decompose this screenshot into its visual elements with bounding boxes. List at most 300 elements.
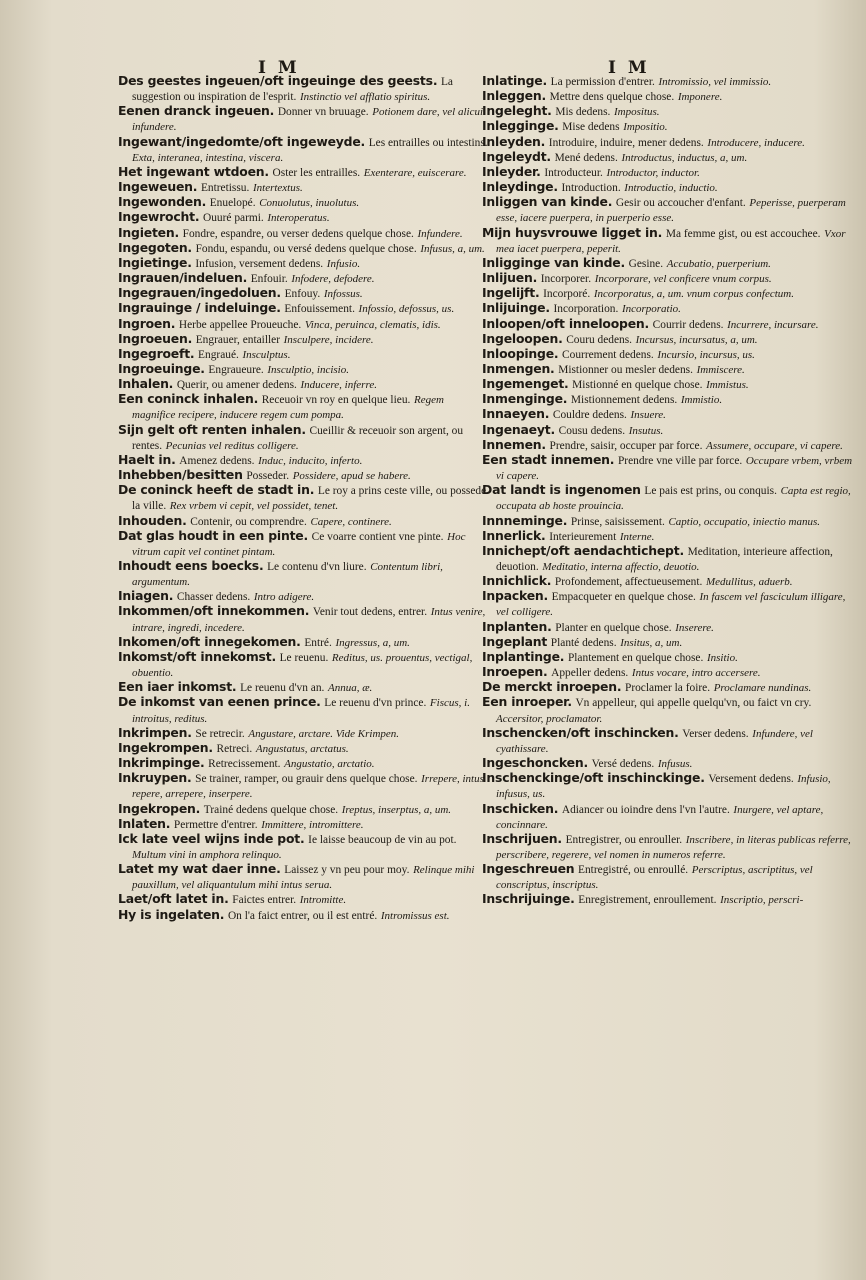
dictionary-entry	[118, 892, 488, 907]
french-gloss: Le reuenu d'vn prince.	[324, 697, 427, 710]
headword: Innichept/oft aendachtichept.	[482, 542, 684, 558]
french-gloss: Versé dedens.	[591, 758, 655, 771]
latin-gloss: Incursus, incursatus, a, um.	[635, 333, 758, 346]
dictionary-entry	[482, 756, 854, 771]
french-gloss: Entregistré, ou enroullé.	[578, 864, 689, 877]
french-gloss: Le contenu d'vn liure.	[267, 561, 367, 573]
french-gloss: Permettre d'entrer.	[173, 818, 258, 831]
dictionary-entry	[118, 256, 488, 271]
dictionary-entry	[482, 514, 854, 529]
latin-gloss: Relinque mihi pauxillum, vel aliquantulum mihi intus serua.	[132, 864, 475, 892]
latin-gloss: Incorporatus, a, um. vnum corpus confectum.	[593, 288, 794, 301]
latin-gloss: Peperisse, puerperam esse, iacere puerpera, in puerperio esse.	[496, 197, 846, 225]
latin-gloss: Interoperatus.	[267, 212, 330, 225]
headword: Een coninck inhalen.	[118, 391, 259, 407]
headword: Inlijuen.	[482, 270, 538, 286]
dictionary-entry	[118, 377, 488, 392]
dictionary-entry	[118, 74, 488, 104]
french-gloss: Introduction.	[561, 182, 621, 195]
dictionary-entry	[118, 862, 488, 892]
headword: Haelt in.	[118, 451, 176, 467]
latin-gloss: Multum vini in amphora relinquo.	[132, 848, 282, 861]
latin-gloss: Immistio.	[680, 394, 723, 407]
headword: Ingegroeft.	[118, 345, 195, 361]
french-gloss: Cousu dedens.	[558, 424, 626, 437]
dictionary-entry	[482, 195, 854, 225]
headword: Innemen.	[482, 436, 546, 452]
french-gloss: Laissez y vn peu pour moy.	[284, 864, 410, 877]
french-gloss: Adiancer ou ioindre dens l'vn l'autre.	[561, 803, 730, 816]
headword: Inlaten.	[118, 815, 171, 831]
dictionary-entry	[482, 635, 854, 650]
latin-gloss: Inserere.	[675, 621, 714, 634]
headword: Inmengen.	[482, 360, 555, 376]
dictionary-entry	[482, 892, 854, 907]
headword: Inkrimpen.	[118, 724, 192, 740]
latin-gloss: Introductio, inductio.	[624, 182, 718, 195]
dictionary-entry	[482, 347, 854, 362]
latin-gloss: Infossus.	[323, 288, 363, 301]
dictionary-entry	[482, 226, 854, 256]
dictionary-entry	[482, 423, 854, 438]
headword: Dat glas houdt in een pinte.	[118, 527, 309, 543]
dictionary-entry	[482, 407, 854, 422]
latin-gloss: Vinca, peruinca, clematis, idis.	[304, 318, 441, 331]
latin-gloss: Assumere, occupare, vi capere.	[706, 439, 843, 452]
latin-gloss: Medullitus, aduerb.	[706, 576, 793, 589]
dictionary-entry	[482, 726, 854, 756]
headword: Ingroen.	[118, 315, 176, 331]
latin-gloss: Insitus, a, um.	[620, 636, 683, 649]
headword: Inleydinge.	[482, 179, 558, 195]
headword: Ingrauinge / indeluinge.	[118, 300, 281, 316]
left-column	[118, 74, 488, 923]
headword: De merckt inroepen.	[482, 679, 622, 695]
latin-gloss: In fascem vel fasciculum illigare, vel colligere.	[496, 591, 846, 619]
dictionary-entry	[482, 89, 854, 104]
french-gloss: Engraué.	[198, 348, 239, 361]
headword: Sijn gelt oft renten inhalen.	[118, 421, 306, 437]
headword: Ingroeuinge.	[118, 360, 205, 376]
latin-gloss: Captio, occupatio, iniectio manus.	[668, 515, 821, 528]
headword: Laet/oft latet in.	[118, 891, 229, 907]
dictionary-entry	[118, 468, 488, 483]
french-gloss: Fondu, espandu, ou versé dedens quelque chose.	[195, 242, 417, 255]
dictionary-entry	[482, 180, 854, 195]
french-gloss: Le reuenu d'vn an.	[240, 682, 325, 695]
headword: Inschencken/oft inschincken.	[482, 724, 679, 740]
french-gloss: Versement dedens.	[708, 773, 794, 786]
dictionary-entry	[118, 347, 488, 362]
dictionary-entry	[118, 832, 488, 862]
latin-gloss: Infundere, vel cyathissare.	[496, 727, 813, 755]
french-gloss: Ouuré parmi.	[203, 212, 264, 225]
latin-gloss: Annua, æ.	[328, 682, 373, 695]
latin-gloss: Perscriptus, ascriptitus, vel conscriptus, inscriptus.	[496, 864, 813, 892]
dictionary-entry	[118, 559, 488, 589]
french-gloss: Ce voarre contient vne pinte.	[311, 530, 444, 543]
headword: Ingeweuen.	[118, 179, 198, 195]
french-gloss: Empacqueter en quelque chose.	[551, 591, 696, 604]
french-gloss: Engrauer, entailler	[195, 333, 281, 346]
latin-gloss: Rex vrbem vi cepit, vel possidet, tenet.	[169, 500, 339, 513]
latin-gloss: Insculpere, incidere.	[283, 333, 374, 346]
french-gloss: Venir tout dedens, entrer.	[312, 606, 428, 619]
latin-gloss: Interne.	[619, 530, 655, 543]
latin-gloss: Hoc vitrum capit vel continet pintam.	[132, 530, 466, 558]
dictionary-entry	[118, 165, 488, 180]
dictionary-entry	[118, 104, 488, 134]
latin-gloss: Infusus.	[657, 758, 693, 771]
french-gloss: Posseder.	[246, 470, 290, 483]
french-gloss: Prendre, saisir, occuper par force.	[549, 439, 703, 452]
dictionary-entry	[118, 301, 488, 316]
latin-gloss: Reditus, us. prouentus, vectigal, obuentio.	[132, 651, 473, 680]
dictionary-entry	[118, 908, 488, 923]
french-gloss: Plantement en quelque chose.	[567, 651, 704, 664]
headword: Inliggen van kinde.	[482, 194, 613, 210]
latin-gloss: Vxor mea iacet puerpera, peperit.	[496, 227, 846, 255]
french-gloss: Mettre dens quelque chose.	[549, 91, 675, 104]
latin-gloss: Intus venire, intrare, ingredi, incedere.	[132, 606, 486, 634]
french-gloss: Trainé dedens quelque chose.	[203, 803, 339, 816]
latin-gloss: Impositio.	[623, 121, 668, 134]
dictionary-entry	[482, 529, 854, 544]
french-gloss: Gesir ou accoucher d'enfant.	[615, 197, 746, 210]
dictionary-entry	[118, 241, 488, 256]
headword: Inplantinge.	[482, 648, 565, 664]
french-gloss: Mené dedens.	[554, 151, 618, 164]
french-gloss: Introducteur.	[544, 166, 603, 179]
latin-gloss: Intus vocare, intro accersere.	[631, 667, 761, 680]
french-gloss: Se retrecir.	[195, 727, 245, 740]
latin-gloss: Accubatio, puerperium.	[666, 257, 771, 270]
french-gloss: Planter en quelque chose.	[555, 621, 672, 634]
latin-gloss: Angustare, arctare. Vide Krimpen.	[248, 727, 400, 740]
dictionary-entry	[482, 453, 854, 483]
latin-gloss: Insculptio, incisio.	[267, 363, 349, 376]
headword: Iniagen.	[118, 588, 174, 604]
headword: Inmenginge.	[482, 391, 568, 407]
latin-gloss: Insutus.	[628, 424, 664, 437]
dictionary-entry	[482, 377, 854, 392]
headword: Inleyden.	[482, 133, 546, 149]
headword: Inlijuinge.	[482, 300, 550, 316]
dictionary-entry	[482, 362, 854, 377]
french-gloss: Fondre, espandre, ou verser dedens quelque chose.	[182, 227, 414, 240]
dictionary-entry	[118, 317, 488, 332]
latin-gloss: Capere, continere.	[310, 515, 392, 528]
headword: Ingeplant	[482, 633, 548, 649]
headword: Ingewonden.	[118, 194, 207, 210]
latin-gloss: Infossio, defossus, us.	[358, 303, 455, 316]
latin-gloss: Immiscere.	[696, 363, 745, 376]
headword: Ingeleydt.	[482, 148, 551, 164]
latin-gloss: Instinctio vel afflatio spiritus.	[299, 91, 431, 104]
dictionary-entry	[482, 256, 854, 271]
headword: Inkomst/oft innekomst.	[118, 648, 276, 664]
dictionary-entry	[118, 726, 488, 741]
french-gloss: Incorporé.	[543, 288, 591, 301]
headword: Inschrijuinge.	[482, 891, 575, 907]
french-gloss: Mise dedens	[562, 121, 620, 134]
right-column	[482, 74, 854, 908]
latin-gloss: Inscribere, in literas publicas referre, perscribere, regerere, vel nomen in numeros referre.	[496, 833, 851, 861]
headword: Ingeloopen.	[482, 330, 563, 346]
dictionary-entry	[482, 832, 854, 862]
latin-gloss: Immistus.	[706, 379, 749, 392]
latin-gloss: Pecunias vel reditus colligere.	[165, 439, 299, 452]
french-gloss: Infusion, versement dedens.	[195, 257, 324, 270]
dictionary-entry	[118, 332, 488, 347]
latin-gloss: Exta, interanea, intestina, viscera.	[132, 151, 284, 164]
latin-gloss: Ireptus, inserptus, a, um.	[341, 803, 452, 816]
right-running-head: I M	[608, 58, 650, 78]
headword: Ingekrompen.	[118, 739, 213, 755]
headword: Innaeyen.	[482, 406, 550, 422]
headword: Ingroeuen.	[118, 330, 193, 346]
latin-gloss: Inducere, inferre.	[300, 379, 377, 392]
latin-gloss: Meditatio, interna affectio, deuotio.	[542, 561, 700, 573]
dictionary-entry	[118, 650, 488, 680]
latin-gloss: Imponere.	[677, 91, 723, 104]
dictionary-entry	[118, 817, 488, 832]
dictionary-entry	[118, 589, 488, 604]
dictionary-entry	[118, 135, 488, 165]
latin-gloss: Capta est regio, occupata ab hoste prouincia.	[496, 485, 851, 513]
french-gloss: Querir, ou amener dedens.	[176, 379, 297, 392]
dictionary-entry	[118, 180, 488, 195]
latin-gloss: Ingressus, a, um.	[335, 636, 410, 649]
french-gloss: Courrir dedens.	[652, 318, 724, 331]
french-gloss: Proclamer la foire.	[624, 682, 711, 695]
headword: Inleggen.	[482, 88, 546, 104]
headword: Inloopinge.	[482, 345, 559, 361]
dictionary-entry	[118, 741, 488, 756]
latin-gloss: Angustatio, arctatio.	[284, 758, 375, 771]
french-gloss: La permission d'entrer.	[550, 76, 655, 88]
latin-gloss: Incorporare, vel conficere vnum corpus.	[594, 273, 772, 286]
dictionary-entry	[482, 771, 854, 801]
headword: Inroepen.	[482, 664, 548, 680]
latin-gloss: Immittere, intromittere.	[261, 818, 364, 831]
french-gloss: Le roy a prins ceste ville, ou possede la ville.	[132, 485, 487, 513]
french-gloss: Mistionné en quelque chose.	[572, 379, 703, 392]
headword: Inhoudt eens boecks.	[118, 558, 264, 573]
headword: Inligginge van kinde.	[482, 254, 625, 270]
latin-gloss: Inurgere, vel aptare, concinnare.	[496, 803, 824, 831]
french-gloss: Se trainer, ramper, ou grauir dens quelque chose.	[195, 773, 418, 786]
left-running-head: I M	[258, 58, 300, 78]
dictionary-entry	[482, 104, 854, 119]
french-gloss: Donner vn bruuage.	[277, 106, 369, 119]
french-gloss: Retrecissement.	[208, 758, 281, 771]
dictionary-entry	[482, 301, 854, 316]
headword: Innneminge.	[482, 512, 568, 528]
headword: Ingewrocht.	[118, 209, 200, 225]
french-gloss: Meditation, interieure affection, deuotion.	[496, 545, 833, 573]
french-gloss: On l'a faict entrer, ou il est entré.	[227, 909, 378, 922]
latin-gloss: Infundere.	[417, 227, 463, 240]
french-gloss: Le pais est prins, ou conquis.	[644, 485, 777, 498]
dictionary-entry	[118, 210, 488, 225]
headword: Ick late veel wijns inde pot.	[118, 830, 305, 846]
dictionary-entry	[482, 802, 854, 832]
french-gloss: Enuelopé.	[209, 197, 256, 210]
french-gloss: Retreci.	[216, 742, 253, 755]
latin-gloss: Contentum libri, argumentum.	[132, 561, 443, 589]
latin-gloss: Infusio, infusus, us.	[496, 773, 831, 801]
dictionary-entry	[118, 271, 488, 286]
french-gloss: Profondement, affectueusement.	[554, 576, 703, 589]
headword: Innerlick.	[482, 527, 546, 543]
headword: Een iaer inkomst.	[118, 679, 237, 695]
headword: Een stadt innemen.	[482, 451, 615, 467]
french-gloss: Entregistrer, ou enrouller.	[565, 833, 683, 846]
latin-gloss: Angustatus, arctatus.	[255, 742, 349, 755]
dictionary-entry	[118, 483, 488, 513]
headword: Inloopen/oft inneloopen.	[482, 315, 650, 331]
dictionary-entry	[118, 756, 488, 771]
dictionary-entry	[118, 423, 488, 453]
latin-gloss: Exenterare, euiscerare.	[363, 166, 467, 179]
headword: De inkomst van eenen prince.	[118, 694, 321, 710]
dictionary-entry	[118, 514, 488, 529]
dictionary-entry	[482, 74, 854, 89]
headword: Inplanten.	[482, 618, 552, 634]
headword: Ingekropen.	[118, 800, 201, 816]
french-gloss: Enfouissement.	[284, 303, 355, 316]
dictionary-entry	[482, 862, 854, 892]
french-gloss: Amenez dedens.	[179, 454, 255, 467]
headword: Inpacken.	[482, 588, 549, 604]
latin-gloss: Infodere, defodere.	[291, 273, 375, 286]
latin-gloss: Incorporatio.	[621, 303, 681, 316]
latin-gloss: Intertextus.	[252, 182, 303, 195]
french-gloss: Enregistrement, enroullement.	[578, 894, 717, 907]
dictionary-entry	[482, 271, 854, 286]
dictionary-entry	[118, 604, 488, 634]
latin-gloss: Inscriptio, perscri-	[720, 894, 804, 907]
french-gloss: Prendre vne ville par force.	[617, 454, 743, 467]
french-gloss: Le reuenu.	[279, 651, 329, 664]
headword: Inhouden.	[118, 512, 187, 528]
dictionary-entry	[118, 695, 488, 725]
french-gloss: Mis dedens.	[555, 106, 611, 119]
headword: Ingeleght.	[482, 103, 552, 119]
french-gloss: Contenir, ou comprendre.	[190, 515, 307, 528]
french-gloss: Couldre dedens.	[552, 409, 627, 422]
dictionary-entry	[118, 802, 488, 817]
headword: Ingelijft.	[482, 285, 540, 301]
dictionary-entry	[118, 529, 488, 559]
headword: Ingemenget.	[482, 376, 569, 392]
latin-gloss: Infusio.	[326, 257, 361, 270]
french-gloss: Les entrailles ou intestins.	[368, 136, 488, 149]
french-gloss: Vn appelleur, qui appelle quelqu'vn, ou faict vn cry.	[575, 697, 812, 710]
dictionary-entry	[482, 665, 854, 680]
headword: Ingieten.	[118, 224, 180, 240]
headword: Inkommen/oft innekommen.	[118, 603, 310, 619]
french-gloss: Courrement dedens.	[562, 348, 654, 361]
latin-gloss: Insuere.	[630, 409, 666, 422]
french-gloss: Verser dedens.	[682, 727, 749, 740]
dictionary-entry	[482, 589, 854, 619]
latin-gloss: Intromissio, vel immissio.	[658, 76, 772, 88]
dictionary-entry	[482, 317, 854, 332]
dictionary-entry	[482, 438, 854, 453]
latin-gloss: Accersitor, proclamator.	[496, 712, 603, 725]
french-gloss: Appeller dedens.	[551, 667, 629, 680]
french-gloss: Planté dedens.	[550, 636, 617, 649]
french-gloss: Mistionner ou mesler dedens.	[558, 363, 693, 376]
french-gloss: La suggestion ou inspiration de l'esprit.	[132, 76, 453, 104]
french-gloss: Enfouir.	[250, 273, 288, 286]
latin-gloss: Infusus, a, um.	[420, 242, 485, 255]
dictionary-entry	[482, 332, 854, 347]
french-gloss: Herbe appellee Proueuche.	[178, 318, 302, 331]
headword: Inkomen/oft innegekomen.	[118, 633, 301, 649]
french-gloss: Chasser dedens.	[176, 591, 251, 604]
latin-gloss: Incurrere, incursare.	[727, 318, 819, 331]
headword: Inhalen.	[118, 376, 174, 392]
french-gloss: Receuoir vn roy en quelque lieu.	[261, 394, 411, 407]
headword: Inlatinge.	[482, 73, 548, 88]
dictionary-entry	[482, 483, 854, 513]
dictionary-entry	[482, 544, 854, 574]
headword: Inschrijuen.	[482, 830, 562, 846]
dictionary-entry	[482, 650, 854, 665]
latin-gloss: Conuolutus, inuolutus.	[259, 197, 360, 210]
latin-gloss: Introducere, inducere.	[707, 136, 805, 149]
latin-gloss: Impositus.	[614, 106, 660, 119]
headword: Hy is ingelaten.	[118, 906, 225, 922]
headword: Ingietinge.	[118, 254, 192, 270]
french-gloss: Introduire, induire, mener dedens.	[548, 136, 704, 149]
latin-gloss: Occupare vrbem, vrbem vi capere.	[496, 454, 853, 483]
headword: Ingewant/ingedomte/oft ingeweyde.	[118, 133, 366, 149]
dictionary-entry	[118, 362, 488, 377]
latin-gloss: Incursio, incursus, us.	[657, 348, 755, 361]
headword: Inlegginge.	[482, 118, 559, 134]
french-gloss: Oster les entrailles.	[272, 166, 361, 179]
latin-gloss: Induc, inducito, inferto.	[258, 454, 363, 467]
headword: Ingrauen/indeluen.	[118, 270, 248, 286]
dictionary-entry	[482, 135, 854, 150]
dictionary-entry	[118, 286, 488, 301]
headword: Inkruypen.	[118, 770, 192, 786]
dictionary-entry	[482, 620, 854, 635]
headword: Latet my wat daer inne.	[118, 861, 281, 877]
headword: Inleyder.	[482, 163, 541, 179]
headword: Een inroeper.	[482, 694, 572, 710]
latin-gloss: Potionem dare, vel alicui infundere.	[132, 106, 484, 134]
french-gloss: Incorporation.	[553, 303, 619, 316]
french-gloss: Entretissu.	[200, 182, 250, 195]
dictionary-entry	[482, 574, 854, 589]
latin-gloss: Intromissus est.	[380, 909, 450, 922]
dictionary-entry	[118, 635, 488, 650]
dictionary-entry	[482, 165, 854, 180]
latin-gloss: Irrepere, intus repere, arrepere, inserpere.	[132, 773, 484, 801]
dictionary-entry	[482, 695, 854, 725]
dictionary-entry	[118, 771, 488, 801]
dictionary-entry	[482, 286, 854, 301]
latin-gloss: Intromitte.	[299, 894, 347, 907]
french-gloss: Ma femme gist, ou est accouchee.	[665, 227, 821, 240]
headword: Innichlick.	[482, 573, 552, 589]
french-gloss: Cueillir & receuoir son argent, ou rentes.	[132, 424, 464, 452]
